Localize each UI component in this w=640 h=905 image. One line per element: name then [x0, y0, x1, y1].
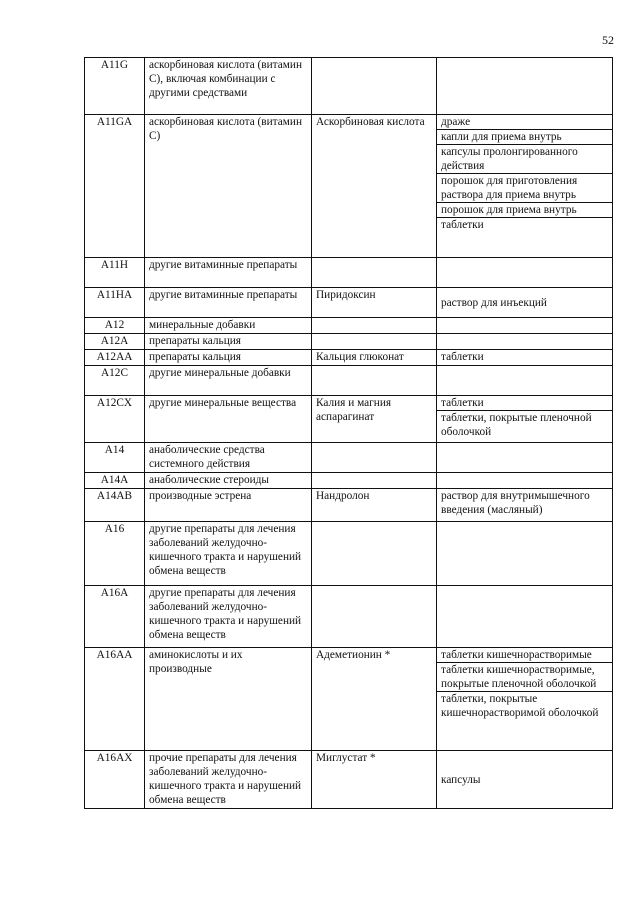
page-number: 52: [602, 33, 614, 47]
atc-code-cell: A11GA: [85, 115, 145, 258]
dosage-forms-cell: [437, 334, 613, 350]
table-row: [85, 115, 613, 258]
dosage-form-item: капсулы: [441, 773, 481, 786]
atc-code-cell: A11H: [85, 258, 145, 288]
dosage-form-item: таблетки, покрытые пленочной оболочкой: [441, 412, 592, 438]
table-row: [85, 586, 613, 648]
table-row: [85, 366, 613, 396]
table-row: [85, 522, 613, 586]
atc-code-cell: A11G: [85, 58, 145, 115]
anatomic-group-cell: другие витаминные препараты: [145, 288, 312, 318]
dosage-forms-cell: [437, 648, 613, 751]
atc-code-cell: A12A: [85, 334, 145, 350]
atc-code-cell: A16: [85, 522, 145, 586]
drug-name-cell: [312, 522, 437, 586]
drug-name-cell: Адеметионин *: [312, 648, 437, 751]
table-row: [85, 489, 613, 522]
table-row: [85, 318, 613, 334]
anatomic-group-cell: анаболические средства системного действия: [145, 443, 312, 473]
table-row: [85, 58, 613, 115]
table-row: [85, 396, 613, 443]
dosage-form-item: порошок для приготовления раствора для приема внутрь: [437, 174, 612, 203]
drug-name-cell: Миглустат *: [312, 751, 437, 809]
drug-name-cell: [312, 334, 437, 350]
table-row: [85, 751, 613, 809]
table-row: [85, 288, 613, 318]
atc-code-cell: A12C: [85, 366, 145, 396]
drug-name-cell: [312, 318, 437, 334]
dosage-forms-cell: [437, 586, 613, 648]
drug-name-cell: Калия и магния аспарагинат: [312, 396, 437, 443]
anatomic-group-cell: другие минеральные добавки: [145, 366, 312, 396]
anatomic-group-cell: минеральные добавки: [145, 318, 312, 334]
dosage-form-item: порошок для приема внутрь: [437, 203, 612, 218]
drug-name-cell: Кальция глюконат: [312, 350, 437, 366]
dosage-forms-cell: [437, 288, 613, 318]
anatomic-group-cell: аскорбиновая кислота (витамин С), включая комбинации с другими средствами: [145, 58, 312, 115]
atc-code-cell: A11HA: [85, 288, 145, 318]
dosage-forms-cell: [437, 396, 613, 443]
drug-name-cell: Аскорбиновая кислота: [312, 115, 437, 258]
anatomic-group-cell: аскорбиновая кислота (витамин С): [145, 115, 312, 258]
atc-code-cell: A16A: [85, 586, 145, 648]
atc-code-cell: A14AB: [85, 489, 145, 522]
dosage-form-item: драже: [437, 115, 612, 130]
dosage-form-item: раствор для инъекций: [441, 296, 547, 309]
drug-name-cell: [312, 58, 437, 115]
drug-name-cell: [312, 443, 437, 473]
dosage-form-item: таблетки: [441, 219, 484, 231]
dosage-forms-cell: [437, 443, 613, 473]
table-row: [85, 473, 613, 489]
table-row: [85, 334, 613, 350]
anatomic-group-cell: препараты кальция: [145, 350, 312, 366]
dosage-forms-cell: [437, 58, 613, 115]
dosage-forms-cell: [437, 751, 613, 809]
anatomic-group-cell: другие препараты для лечения заболеваний желудочно-кишечного тракта и нарушений обмена веществ: [145, 522, 312, 586]
drug-name-cell: Пиридоксин: [312, 288, 437, 318]
dosage-form-item: таблетки: [437, 396, 612, 411]
anatomic-group-cell: препараты кальция: [145, 334, 312, 350]
drug-classification-table: [84, 57, 613, 809]
dosage-forms-cell: [437, 258, 613, 288]
anatomic-group-cell: другие витаминные препараты: [145, 258, 312, 288]
atc-code-cell: A16AX: [85, 751, 145, 809]
anatomic-group-cell: производные эстрена: [145, 489, 312, 522]
dosage-form-item: раствор для внутримышечного введения (масляный): [441, 490, 590, 516]
atc-code-cell: A16AA: [85, 648, 145, 751]
dosage-forms-cell: [437, 115, 613, 258]
table-row: [85, 443, 613, 473]
dosage-forms-cell: [437, 366, 613, 396]
dosage-form-item: таблетки: [441, 351, 484, 363]
table-row: [85, 350, 613, 366]
anatomic-group-cell: другие препараты для лечения заболеваний желудочно-кишечного тракта и нарушений обмена веществ: [145, 586, 312, 648]
atc-code-cell: A14: [85, 443, 145, 473]
dosage-forms-cell: [437, 318, 613, 334]
dosage-forms-cell: [437, 350, 613, 366]
dosage-form-item: таблетки, покрытые кишечнорастворимой оболочкой: [441, 693, 599, 719]
atc-code-cell: A14A: [85, 473, 145, 489]
dosage-form-item: капли для приема внутрь: [437, 130, 612, 145]
dosage-form-item: капсулы пролонгированного действия: [437, 145, 612, 174]
table-row: [85, 258, 613, 288]
atc-code-cell: A12AA: [85, 350, 145, 366]
atc-code-cell: A12CX: [85, 396, 145, 443]
anatomic-group-cell: анаболические стероиды: [145, 473, 312, 489]
drug-name-cell: [312, 258, 437, 288]
drug-name-cell: Нандролон: [312, 489, 437, 522]
drug-name-cell: [312, 473, 437, 489]
dosage-form-item: таблетки кишечнорастворимые: [437, 648, 612, 663]
table-row: [85, 648, 613, 751]
anatomic-group-cell: другие минеральные вещества: [145, 396, 312, 443]
anatomic-group-cell: прочие препараты для лечения заболеваний желудочно-кишечного тракта и нарушений обмена веществ: [145, 751, 312, 809]
anatomic-group-cell: аминокислоты и их производные: [145, 648, 312, 751]
dosage-forms-cell: [437, 522, 613, 586]
dosage-form-item: таблетки кишечнорастворимые, покрытые пленочной оболочкой: [437, 663, 612, 692]
drug-name-cell: [312, 366, 437, 396]
dosage-forms-cell: [437, 473, 613, 489]
dosage-forms-cell: [437, 489, 613, 522]
atc-code-cell: A12: [85, 318, 145, 334]
drug-name-cell: [312, 586, 437, 648]
